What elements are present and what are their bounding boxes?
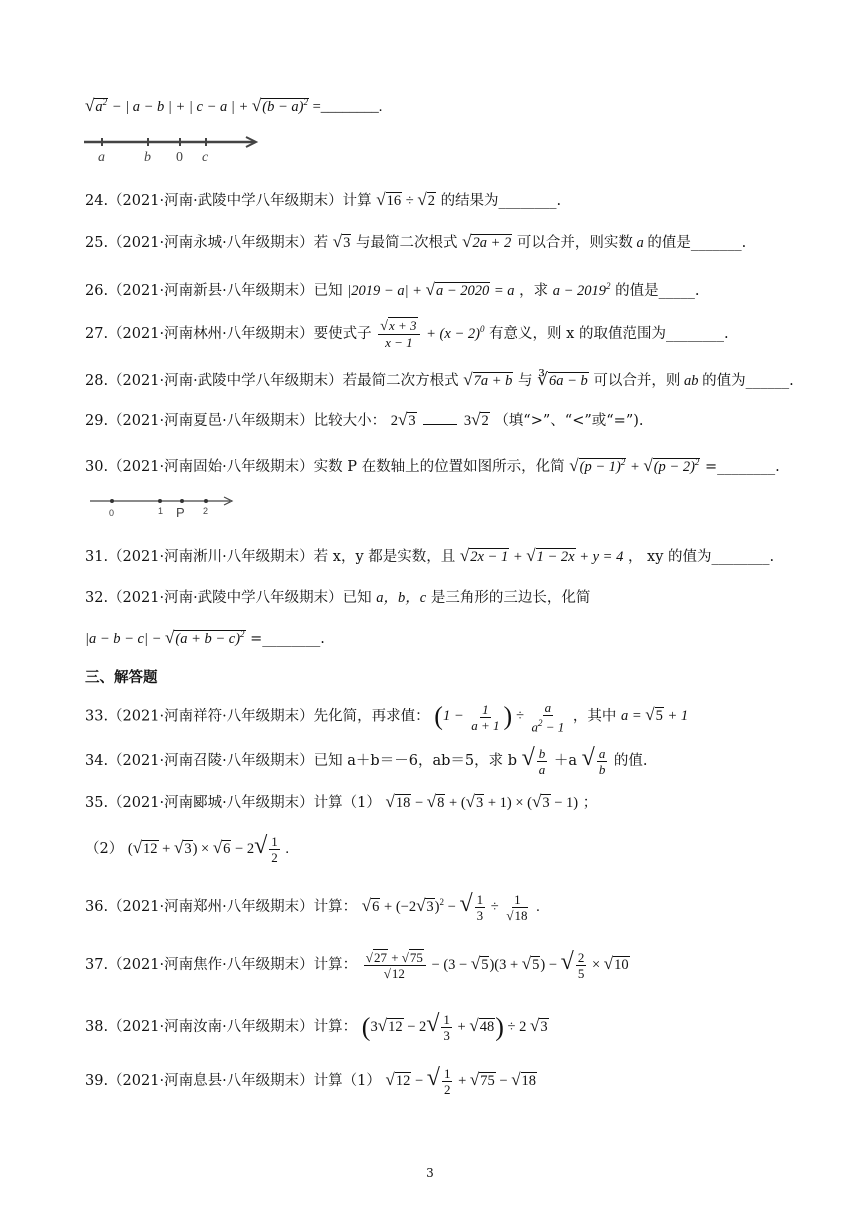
question-36: 36.（2021·河南郑州·八年级期末）计算： $√6 + (-2√3)^2$ − √ $\frac{1}{3}$ ÷ $\frac{1}{√18}$ .: [85, 890, 540, 923]
question-30: 30.（2021·河南固始·八年级期末）实数 P 在数轴上的位置如图所示，化简 $√(p - 1)^2 + √(p - 2)^2$ =________.: [85, 455, 780, 475]
number-line-1: [82, 128, 282, 168]
question-32: 32.（2021·河南·武陵中学八年级期末）已知 a，b，c 是三角形的三边长，化简: [85, 590, 591, 606]
numline2-label-P: P: [176, 505, 185, 520]
question-31: 31.（2021·河南淅川·八年级期末）若 x，y 都是实数，且 √2x − 1 + √1 − 2x + y = 4 ， xy 的值为________.: [85, 546, 775, 565]
numline2-label-2: 2: [203, 506, 209, 516]
question-34: 34.（2021·河南召陵·八年级期末）已知 a＋b＝－6，ab＝5，求 b √ $\frac{b}{a}$ ＋a √ $\frac{a}{b}$ 的值.: [85, 744, 648, 777]
numline1-label-0: 0: [176, 150, 183, 165]
numline1-label-a: a: [98, 150, 105, 165]
question-26: 26.（2021·河南新县·八年级期末）已知 |2019 − a| + √a − 2020 = a ，求 $a - 2019^2$ 的值是_____.: [85, 279, 700, 299]
top-expression: $√a^2$ − | a − b | + | c − a | + $√(b - a)^2$ =________.: [85, 95, 383, 115]
numline1-label-c: c: [202, 150, 209, 165]
question-35-part2: （2） (√12 + √3) × √6 − 2√ $\frac{1}{2}$ .: [85, 832, 290, 865]
question-33: 33.（2021·河南祥符·八年级期末）先化简，再求值： (1 − $\frac{1}{a + 1}$ ) ÷ $\frac{a}{a^2 - 1}$ ，其中 a = √5 + 1: [85, 700, 689, 735]
question-28: 28.（2021·河南·武陵中学八年级期末）若最简二次方根式 √7a + b 与 ∛6a − b 可以合并，则 ab 的值为______.: [85, 370, 794, 389]
page-number: 3: [426, 1166, 434, 1180]
question-35: 35.（2021·河南郾城·八年级期末）计算（1） √18 − √8 + (√3 + 1) × (√3 − 1) ；: [85, 792, 598, 811]
question-39: 39.（2021·河南息县·八年级期末）计算（1） √12 − √ $\frac{1}{2}$ + √75 − √18: [85, 1064, 537, 1097]
question-32-expression: $|a - b - c| - √(a + b - c)^2$ =________.: [85, 627, 325, 647]
section-title: 三、解答题: [85, 669, 158, 686]
question-29: 29.（2021·河南夏邑·八年级期末）比较大小： 2√3 3√2 （填“>”、“<”或“=”).: [85, 410, 644, 429]
question-24: 24.（2021·河南·武陵中学八年级期末）计算 √16 ÷ √2 的结果为________.: [85, 190, 562, 209]
numline2-label-0: 0: [109, 508, 115, 518]
question-37: 37.（2021·河南焦作·八年级期末）计算： $\frac{√27 + √75}{√12}$ − (3 − √5)(3 + √5) − √ $\frac{2}{5}$ × √10: [85, 948, 629, 981]
question-38: 38.（2021·河南汝南·八年级期末）计算： (3√12 − 2√ $\frac{1}{3}$ + √48) ÷ 2 √3: [85, 1010, 548, 1043]
question-27: 27.（2021·河南林州·八年级期末）要使式子 $\frac{√x + 3}{x - 1}$ + $(x - 2)^0$ 有意义，则 x 的取值范围为________.: [85, 318, 729, 350]
question-25: 25.（2021·河南永城·八年级期末）若 √3 与最简二次根式 √2a + 2 可以合并，则实数 a 的值是_______.: [85, 232, 747, 251]
numline1-label-b: b: [144, 150, 151, 165]
numline2-label-1: 1: [158, 506, 164, 516]
number-line-2: [88, 494, 248, 524]
